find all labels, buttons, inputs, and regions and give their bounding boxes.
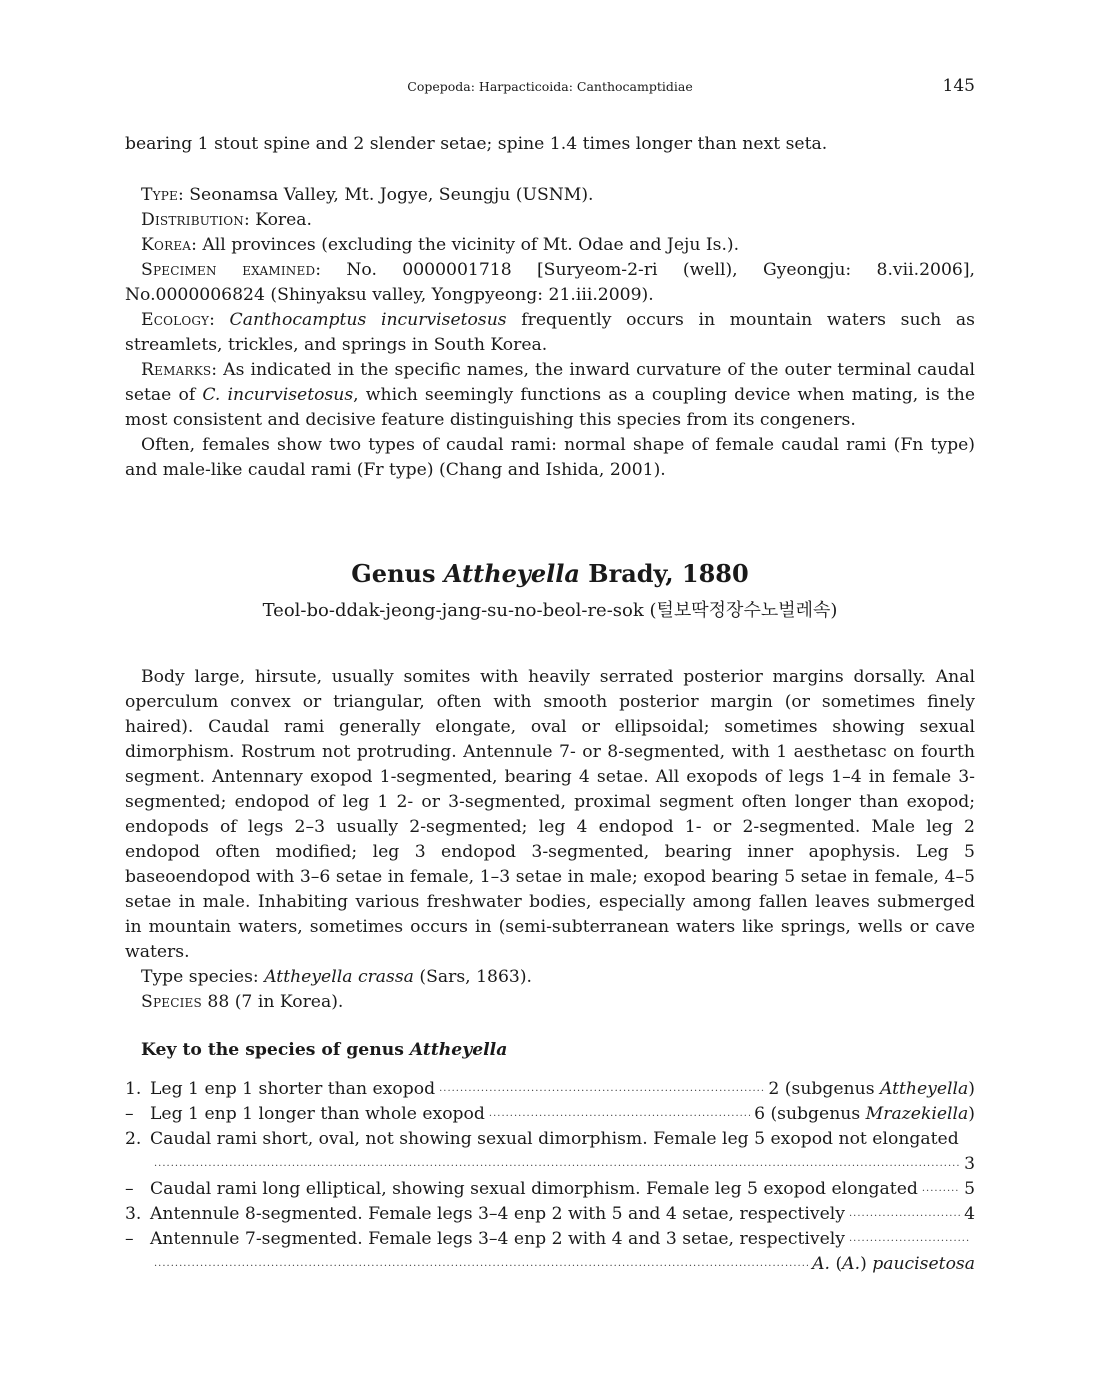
key-heading	[125, 1038, 975, 1063]
species-count-line	[125, 990, 975, 1015]
key-row-continuation	[125, 1252, 975, 1277]
key-result-genus-abbrev: A.	[812, 1254, 830, 1274]
ecology-colon: :	[209, 310, 230, 330]
key-text: Antennule 7-segmented. Female legs 3–4 enp 2 with 4 and 3 setae, respectively	[150, 1229, 845, 1249]
document-page	[125, 0, 975, 1400]
ecology-label: Ecology	[141, 310, 210, 330]
key-result: 4	[964, 1204, 975, 1224]
genus-title-prefix: Genus	[351, 559, 444, 588]
key-leader-dots	[439, 1079, 764, 1104]
key-row	[125, 1227, 975, 1252]
key-text: Caudal rami long elliptical, showing sexual dimorphism. Female leg 5 exopod elongated	[150, 1179, 918, 1199]
species-label: Species	[141, 992, 202, 1012]
type-species-author: (Sars, 1863).	[413, 967, 532, 987]
specimen-label: Specimen examined	[141, 260, 316, 280]
ecology-species: Canthocamptus incurvisetosus	[229, 310, 507, 330]
key-result	[812, 1252, 975, 1277]
key-heading-prefix: Key to the species of genus	[141, 1040, 410, 1060]
korea-line	[125, 233, 975, 258]
type-species-name: Attheyella crassa	[264, 967, 414, 987]
key-number: –	[125, 1229, 134, 1249]
remarks-text-2: , which seemingly functions as a coupling device when mating, is the most consistent and decisive feature distinguishing this species from its congeners.	[125, 385, 975, 430]
key-result-prefix: 6 (subgenus	[754, 1104, 866, 1124]
key-result: 5	[964, 1179, 975, 1199]
genus-subtitle: Teol-bo-ddak-jeong-jang-su-no-beol-re-sok (털보딱정장수노벌레속)	[262, 600, 838, 621]
remarks-label: Remarks	[141, 360, 212, 380]
key-row-continuation	[125, 1152, 975, 1177]
species-key	[125, 1077, 975, 1277]
key-text: Caudal rami short, oval, not showing sexual dimorphism. Female leg 5 exopod not elongated	[150, 1129, 959, 1149]
key-number: –	[125, 1179, 134, 1199]
remarks-text-1: : As indicated in the specific names, the inward curvature of the outer terminal caudal setae of	[125, 360, 975, 405]
genus-description-section	[125, 665, 975, 990]
remarks-line	[125, 358, 975, 433]
species-count: 88 (7 in Korea).	[201, 992, 344, 1012]
key-leader-dots	[489, 1104, 750, 1129]
running-title: Copepoda: Harpacticoida: Canthocamptidiae	[407, 79, 693, 94]
ecology-line	[125, 308, 975, 358]
specimen-text: : No. 0000001718 [Suryeom-2-ri (well), Gyeongju: 8.vii.2006], No.0000006824 (Shinyaksu valley, Yongpyeong: 21.iii.2009).	[125, 260, 975, 305]
key-number: 1.	[125, 1079, 142, 1099]
type-label: Type	[141, 185, 179, 205]
ecology-text: frequently occurs in mountain waters such as streamlets, trickles, and springs in South Korea.	[125, 310, 975, 355]
key-row	[125, 1127, 975, 1152]
key-result	[754, 1102, 975, 1127]
key-result-paren-open: (	[830, 1254, 843, 1274]
key-result-prefix: 2 (subgenus	[768, 1079, 880, 1099]
type-species-line	[125, 965, 975, 990]
key-row	[125, 1102, 975, 1127]
key-leader-dots	[154, 1254, 808, 1279]
key-result-suffix: )	[968, 1079, 975, 1099]
key-number: –	[125, 1104, 134, 1124]
type-species-label: Type species:	[141, 967, 265, 987]
key-leader-dots	[154, 1154, 960, 1179]
key-result-subgenus: Attheyella	[879, 1079, 969, 1099]
type-line	[125, 183, 975, 208]
genus-title-name: Attheyella	[443, 559, 580, 588]
genus-title-suffix: Brady, 1880	[579, 559, 749, 588]
key-number: 2.	[125, 1129, 142, 1149]
remarks-species: C. incurvisetosus	[202, 385, 354, 405]
continuation-paragraph: bearing 1 stout spine and 2 slender setae; spine 1.4 times longer than next seta.	[125, 134, 828, 154]
specimen-line	[125, 258, 975, 308]
korea-text: : All provinces (excluding the vicinity of Mt. Odae and Jeju Is.).	[191, 235, 740, 255]
distribution-line	[125, 208, 975, 233]
key-row	[125, 1202, 975, 1227]
key-text: Leg 1 enp 1 shorter than exopod	[150, 1079, 436, 1099]
remarks-paragraph-2: Often, females show two types of caudal rami: normal shape of female caudal rami (Fn type) and male-like caudal rami (Fr type) (Chang and Ishida, 2001).	[125, 435, 975, 480]
key-result-species: paucisetosa	[872, 1254, 975, 1274]
key-row	[125, 1077, 975, 1102]
genus-description: Body large, hirsute, usually somites with heavily serrated posterior margins dorsally. Anal operculum convex or triangular, often with smooth posterior margin (or sometimes finely haired). Caudal rami generally elongate, oval or ellipsoidal; sometimes showing sexual dimorphism. Rostrum not protruding. Antennule 7- or 8-segmented, with 1 aesthetasc on fourth segment. Antennary exopod 1-segmented, bearing 4 setae. All exopods of legs 1–4 in female 3-segmented; endopod of leg 1 2- or 3-segmented, proximal segment often longer than exopod; endopods of legs 2–3 usually 2-segmented; leg 4 endopod 1- or 2-segmented. Male leg 2 endopod often modified; leg 3 endopod 3-segmented, bearing inner apophysis. Leg 5 baseoendopod with 3–6 setae in female, 1–3 setae in male; exopod bearing 5 setae in female, 4–5 setae in male. Inhabiting various freshwater bodies, especially among fallen leaves submerged in mountain waters, sometimes occurs in (semi-subterranean waters like springs, wells or cave waters.	[125, 667, 975, 962]
key-leader-dots	[849, 1229, 971, 1254]
key-row	[125, 1177, 975, 1202]
key-result-subgenus: Mrazekiella	[865, 1104, 969, 1124]
genus-title	[125, 559, 975, 588]
key-text: Leg 1 enp 1 longer than whole exopod	[150, 1104, 485, 1124]
key-result-paren-close: )	[860, 1254, 873, 1274]
type-text: : Seonamsa Valley, Mt. Jogye, Seungju (USNM).	[178, 185, 594, 205]
key-leader-dots	[922, 1179, 960, 1204]
page-number: 145	[942, 76, 975, 96]
distribution-label: Distribution	[141, 210, 244, 230]
key-result	[768, 1077, 975, 1102]
distribution-text: : Korea.	[243, 210, 313, 230]
key-heading-genus: Attheyella	[409, 1040, 508, 1060]
key-result-subgenus-abbrev: A.	[842, 1254, 861, 1274]
key-result: 3	[964, 1154, 975, 1174]
key-number: 3.	[125, 1204, 142, 1224]
key-result-suffix: )	[968, 1104, 975, 1124]
key-leader-dots	[849, 1204, 960, 1229]
running-header	[125, 76, 975, 96]
key-text: Antennule 8-segmented. Female legs 3–4 enp 2 with 5 and 4 setae, respectively	[150, 1204, 845, 1224]
korea-label: Korea	[141, 235, 192, 255]
species-info-section	[125, 183, 975, 483]
